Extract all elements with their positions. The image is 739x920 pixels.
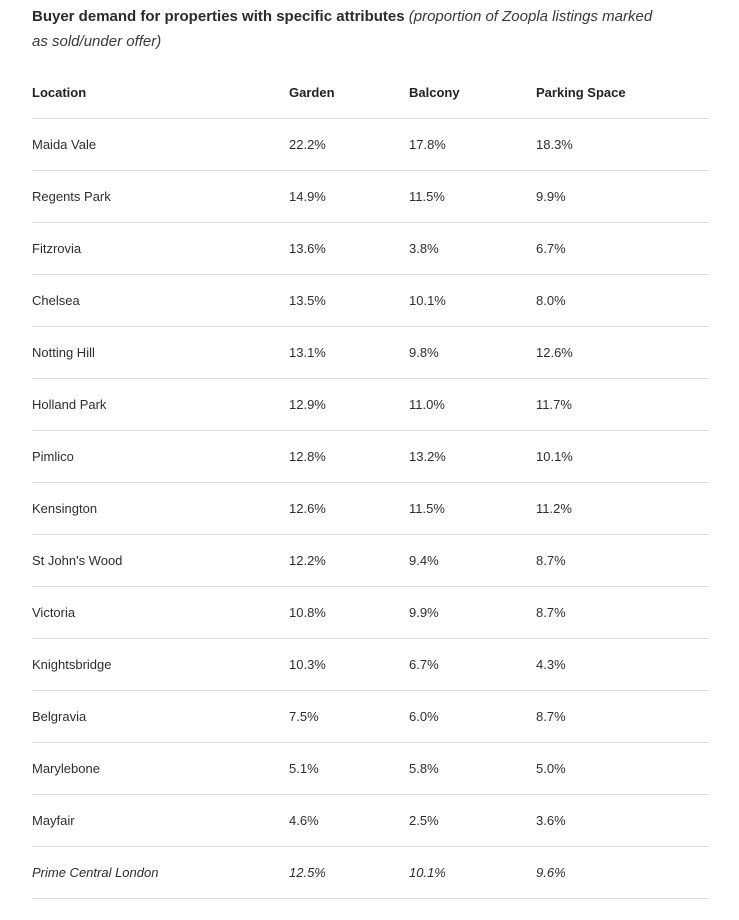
cell-parking-space: 8.7% — [536, 587, 709, 639]
table-row — [32, 639, 709, 691]
cell-location: Holland Park — [32, 379, 289, 431]
table-row — [32, 431, 709, 483]
table-row — [32, 327, 709, 379]
cell-location: Marylebone — [32, 743, 289, 795]
cell-location: Prime Central London — [32, 847, 289, 899]
cell-balcony: 17.8% — [409, 119, 536, 171]
cell-garden: 7.5% — [289, 691, 409, 743]
cell-balcony: 3.8% — [409, 223, 536, 275]
cell-garden: 10.8% — [289, 587, 409, 639]
table-subtitle: (proportion of Zoopla listings marked as sold/under offer) — [32, 8, 653, 50]
table-body — [32, 119, 709, 899]
column-header-garden: Garden — [289, 66, 409, 119]
cell-parking-space: 11.7% — [536, 379, 709, 431]
cell-location: Maida Vale — [32, 119, 289, 171]
cell-balcony: 10.1% — [409, 275, 536, 327]
cell-garden: 12.5% — [289, 847, 409, 899]
table-row — [32, 795, 709, 847]
cell-parking-space: 8.7% — [536, 691, 709, 743]
cell-parking-space: 9.9% — [536, 171, 709, 223]
cell-balcony: 13.2% — [409, 431, 536, 483]
table-row — [32, 171, 709, 223]
buyer-demand-table — [32, 66, 709, 899]
cell-balcony: 11.5% — [409, 171, 536, 223]
cell-location: Kensington — [32, 483, 289, 535]
cell-balcony: 11.0% — [409, 379, 536, 431]
table-row — [32, 535, 709, 587]
cell-location: Chelsea — [32, 275, 289, 327]
cell-location: Fitzrovia — [32, 223, 289, 275]
table-row — [32, 119, 709, 171]
cell-balcony: 9.4% — [409, 535, 536, 587]
cell-location: Victoria — [32, 587, 289, 639]
table-row — [32, 379, 709, 431]
table-row — [32, 223, 709, 275]
table-row — [32, 691, 709, 743]
table-title: Buyer demand for properties with specific attributes — [32, 8, 405, 25]
cell-location: St John's Wood — [32, 535, 289, 587]
cell-garden: 13.6% — [289, 223, 409, 275]
cell-balcony: 5.8% — [409, 743, 536, 795]
column-header-location: Location — [32, 66, 289, 119]
cell-garden: 13.1% — [289, 327, 409, 379]
table-row-total — [32, 847, 709, 899]
cell-garden: 10.3% — [289, 639, 409, 691]
cell-parking-space: 8.0% — [536, 275, 709, 327]
cell-balcony: 10.1% — [409, 847, 536, 899]
table-caption — [32, 4, 672, 54]
cell-parking-space: 3.6% — [536, 795, 709, 847]
table-row — [32, 587, 709, 639]
cell-parking-space: 4.3% — [536, 639, 709, 691]
cell-parking-space: 11.2% — [536, 483, 709, 535]
cell-garden: 12.2% — [289, 535, 409, 587]
table-row — [32, 743, 709, 795]
cell-garden: 5.1% — [289, 743, 409, 795]
cell-parking-space: 5.0% — [536, 743, 709, 795]
cell-location: Mayfair — [32, 795, 289, 847]
cell-balcony: 9.9% — [409, 587, 536, 639]
cell-location: Knightsbridge — [32, 639, 289, 691]
cell-parking-space: 8.7% — [536, 535, 709, 587]
cell-garden: 12.9% — [289, 379, 409, 431]
cell-balcony: 6.0% — [409, 691, 536, 743]
cell-balcony: 11.5% — [409, 483, 536, 535]
cell-garden: 22.2% — [289, 119, 409, 171]
column-header-parking-space: Parking Space — [536, 66, 709, 119]
cell-garden: 12.8% — [289, 431, 409, 483]
table-row — [32, 275, 709, 327]
cell-location: Belgravia — [32, 691, 289, 743]
cell-parking-space: 10.1% — [536, 431, 709, 483]
table-row — [32, 483, 709, 535]
cell-parking-space: 6.7% — [536, 223, 709, 275]
cell-parking-space: 9.6% — [536, 847, 709, 899]
table-header-row — [32, 66, 709, 119]
cell-garden: 14.9% — [289, 171, 409, 223]
cell-parking-space: 12.6% — [536, 327, 709, 379]
cell-garden: 4.6% — [289, 795, 409, 847]
column-header-balcony: Balcony — [409, 66, 536, 119]
cell-garden: 12.6% — [289, 483, 409, 535]
cell-balcony: 9.8% — [409, 327, 536, 379]
cell-garden: 13.5% — [289, 275, 409, 327]
cell-location: Regents Park — [32, 171, 289, 223]
cell-location: Notting Hill — [32, 327, 289, 379]
cell-balcony: 2.5% — [409, 795, 536, 847]
cell-balcony: 6.7% — [409, 639, 536, 691]
cell-parking-space: 18.3% — [536, 119, 709, 171]
cell-location: Pimlico — [32, 431, 289, 483]
